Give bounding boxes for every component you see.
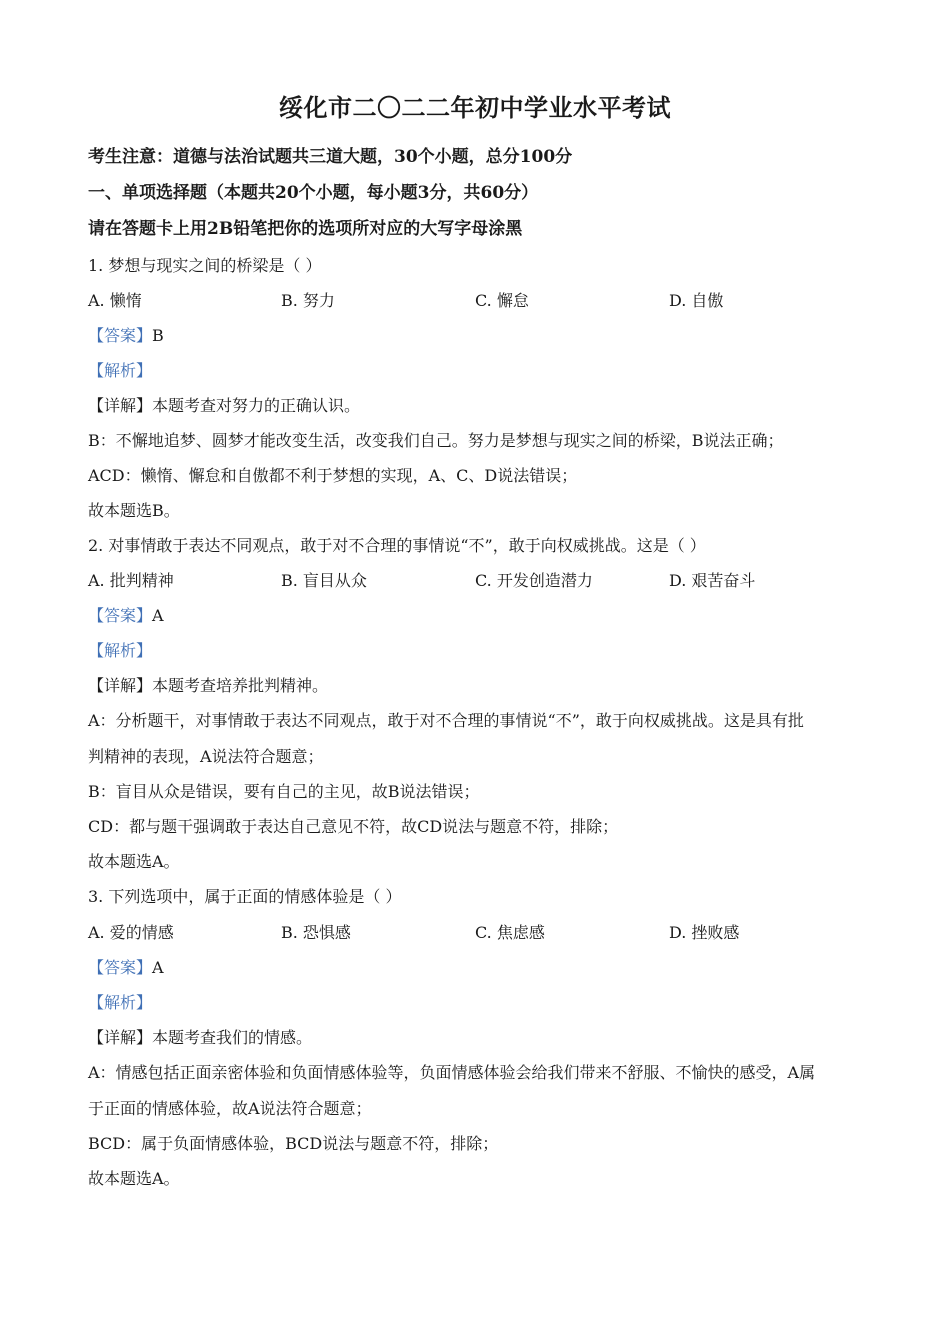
option-b: B. 盲目从众: [281, 571, 367, 590]
detail-line: B：不懈地追梦、圆梦才能改变生活，改变我们自己。努力是梦想与现实之间的桥梁，B说法正确；: [88, 431, 784, 450]
section-heading: 一、单项选择题（本题共20个小题，每小题3分，共60分）: [88, 183, 539, 203]
option-b: B. 恐惧感: [281, 923, 351, 942]
detail-line: B：盲目从众是错误，要有自己的主见，故B说法错误；: [88, 782, 480, 801]
analysis-tag: 【解析】: [88, 361, 153, 380]
answer-instruction: 请在答题卡上用2B铅笔把你的选项所对应的大写字母涂黑: [88, 219, 523, 239]
exam-notice: 考生注意：道德与法治试题共三道大题，30个小题，总分100分: [88, 147, 573, 167]
option-c: C. 焦虑感: [475, 923, 545, 942]
option-d: D. 艰苦奋斗: [669, 571, 756, 590]
option-a: A. 爱的情感: [88, 923, 174, 942]
answer-tag: 【答案】: [88, 958, 153, 977]
detail-line: BCD：属于负面情感体验，BCD说法与题意不符，排除；: [88, 1134, 499, 1153]
detail-line: 故本题选B。: [88, 501, 180, 520]
answer-line: [88, 605, 868, 627]
page-title: 绥化市二〇二二年初中学业水平考试: [279, 93, 671, 122]
detail-line: 【详解】本题考查我们的情感。: [88, 1028, 313, 1047]
detail-line: 判精神的表现，A说法符合题意；: [88, 747, 324, 766]
question-stem: 1. 梦想与现实之间的桥梁是（ ）: [88, 256, 322, 275]
detail-line: CD：都与题干强调敢于表达自己意见不符，故CD说法与题意不符，排除；: [88, 817, 619, 836]
detail-line: 故本题选A。: [88, 1169, 180, 1188]
option-d: D. 挫败感: [669, 923, 740, 942]
option-a: A. 批判精神: [88, 571, 174, 590]
detail-line: ACD：懒惰、懈怠和自傲都不利于梦想的实现，A、C、D说法错误；: [88, 466, 578, 485]
option-b: B. 努力: [281, 291, 335, 310]
analysis-tag: 【解析】: [88, 641, 153, 660]
answer-line: [88, 957, 868, 979]
detail-line: 故本题选A。: [88, 852, 180, 871]
detail-line: 于正面的情感体验，故A说法符合题意；: [88, 1099, 372, 1118]
answer-tag: 【答案】: [88, 606, 153, 625]
option-d: D. 自傲: [669, 291, 724, 310]
option-c: C. 开发创造潜力: [475, 571, 593, 590]
question-stem: 3. 下列选项中，属于正面的情感体验是（ ）: [88, 887, 402, 906]
answer-value: B: [152, 326, 164, 345]
answer-line: [88, 325, 868, 347]
analysis-tag: 【解析】: [88, 993, 153, 1012]
detail-line: 【详解】本题考查培养批判精神。: [88, 676, 329, 695]
answer-value: A: [152, 606, 164, 625]
detail-line: A：情感包括正面亲密体验和负面情感体验等，负面情感体验会给我们带来不舒服、不愉快的感受，A属: [88, 1063, 816, 1082]
detail-line: 【详解】本题考查对努力的正确认识。: [88, 396, 361, 415]
option-c: C. 懈怠: [475, 291, 529, 310]
question-stem: 2. 对事情敢于表达不同观点，敢于对不合理的事情说“不”，敢于向权威挑战。这是（ ）: [88, 536, 706, 555]
answer-tag: 【答案】: [88, 326, 153, 345]
answer-value: A: [152, 958, 164, 977]
detail-line: A：分析题干，对事情敢于表达不同观点，敢于对不合理的事情说“不”，敢于向权威挑战。这是具有批: [88, 711, 804, 730]
option-a: A. 懒惰: [88, 291, 142, 310]
